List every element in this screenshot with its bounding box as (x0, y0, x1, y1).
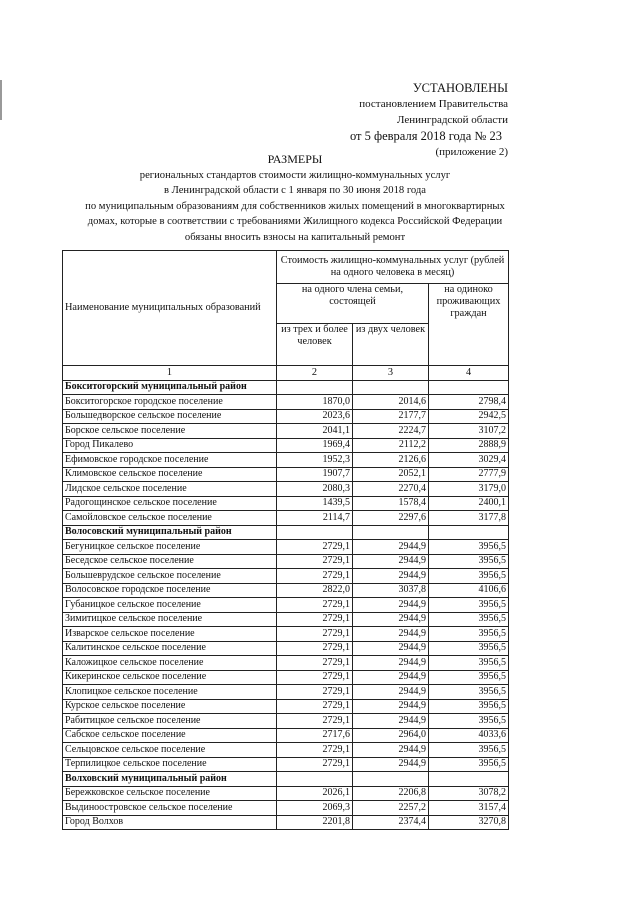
cost-value: 1907,7 (277, 467, 353, 482)
municipality-name: Каложицкое сельское поселение (63, 656, 277, 671)
municipality-name: Город Пикалево (63, 438, 277, 453)
cost-value: 2729,1 (277, 540, 353, 555)
cost-value: 2729,1 (277, 714, 353, 729)
table-row (63, 641, 509, 656)
table-row (63, 801, 509, 816)
cost-value: 3956,5 (429, 685, 509, 700)
cost-value: 2944,9 (353, 569, 429, 584)
cost-value: 2729,1 (277, 656, 353, 671)
cost-value: 1870,0 (277, 395, 353, 410)
municipality-name: Бережковское сельское поселение (63, 786, 277, 801)
table-row (63, 540, 509, 555)
table-row (63, 670, 509, 685)
cost-value: 2944,9 (353, 714, 429, 729)
cost-value: 3956,5 (429, 641, 509, 656)
scan-edge (0, 0, 2, 905)
column-number: 2 (277, 366, 353, 381)
table-row (63, 685, 509, 700)
empty-cell (277, 525, 353, 540)
cost-value: 2729,1 (277, 670, 353, 685)
cost-value: 4033,6 (429, 728, 509, 743)
header-name: Наименование муниципальных образований (63, 251, 277, 366)
cost-value: 2257,2 (353, 801, 429, 816)
empty-cell (277, 380, 353, 395)
table-row (63, 714, 509, 729)
cost-value: 2944,9 (353, 685, 429, 700)
cost-value: 2729,1 (277, 699, 353, 714)
cost-value: 2729,1 (277, 641, 353, 656)
cost-value: 2400,1 (429, 496, 509, 511)
table-row (63, 554, 509, 569)
cost-value: 2729,1 (277, 598, 353, 613)
cost-value: 2729,1 (277, 612, 353, 627)
cost-value: 3956,5 (429, 554, 509, 569)
cost-value: 3078,2 (429, 786, 509, 801)
cost-value: 3270,8 (429, 815, 509, 830)
cost-value: 2942,5 (429, 409, 509, 424)
cost-value: 3179,0 (429, 482, 509, 497)
approval-date: от 5 февраля 2018 года № 23 (349, 129, 502, 143)
table-row (63, 467, 509, 482)
cost-value: 3107,2 (429, 424, 509, 439)
table-row (63, 627, 509, 642)
table-row (63, 583, 509, 598)
approval-block (350, 80, 508, 160)
cost-value: 2944,9 (353, 641, 429, 656)
cost-value: 2944,9 (353, 757, 429, 772)
cost-value: 2023,6 (277, 409, 353, 424)
header-cost: Стоимость жилищно-коммунальных услуг (рублей на одного человека в месяц) (277, 251, 509, 284)
table-row (63, 482, 509, 497)
cost-value: 4106,6 (429, 583, 509, 598)
empty-cell (353, 525, 429, 540)
cost-value: 2944,9 (353, 627, 429, 642)
municipality-name: Сабское сельское поселение (63, 728, 277, 743)
table-row (63, 786, 509, 801)
municipality-name: Сельцовское сельское поселение (63, 743, 277, 758)
approval-line: Ленинградской области (397, 114, 508, 126)
cost-value: 3157,4 (429, 801, 509, 816)
table-row (63, 438, 509, 453)
title-heading: РАЗМЕРЫ (267, 152, 323, 166)
cost-value: 3956,5 (429, 540, 509, 555)
approval-line: постановлением Правительства (359, 98, 508, 110)
municipality-name: Лидское сельское поселение (63, 482, 277, 497)
cost-value: 2944,9 (353, 540, 429, 555)
cost-value: 2270,4 (353, 482, 429, 497)
table-row (63, 569, 509, 584)
cost-value: 3956,5 (429, 612, 509, 627)
section-title: Бокситогорский муниципальный район (63, 380, 277, 395)
empty-cell (353, 380, 429, 395)
cost-value: 2729,1 (277, 569, 353, 584)
header-three-plus: из трех и более человек (277, 324, 353, 366)
cost-value: 3956,5 (429, 699, 509, 714)
municipality-name: Бегуницкое сельское поселение (63, 540, 277, 555)
title-line: региональных стандартов стоимости жилищно-коммунальных услуг (139, 169, 451, 181)
table-row (63, 409, 509, 424)
header-family: на одного члена семьи, состоящей (277, 284, 429, 324)
municipality-name: Борское сельское поселение (63, 424, 277, 439)
cost-value: 2297,6 (353, 511, 429, 526)
cost-value: 3956,5 (429, 656, 509, 671)
cost-value: 2224,7 (353, 424, 429, 439)
title-line: по муниципальным образованиям для собственников жилых помещений в многоквартирных (85, 200, 505, 212)
cost-value: 2888,9 (429, 438, 509, 453)
cost-value: 2964,0 (353, 728, 429, 743)
title-line: домах, которые в соответствии с требованиями Жилищного кодекса Российской Федерации (87, 216, 503, 227)
cost-value: 2126,6 (353, 453, 429, 468)
cost-value: 3956,5 (429, 598, 509, 613)
cost-value: 3956,5 (429, 670, 509, 685)
municipality-name: Большеврудское сельское поселение (63, 569, 277, 584)
cost-value: 3037,8 (353, 583, 429, 598)
cost-value: 2729,1 (277, 757, 353, 772)
cost-value: 1578,4 (353, 496, 429, 511)
cost-value: 3956,5 (429, 743, 509, 758)
cost-value: 2729,1 (277, 743, 353, 758)
empty-cell (277, 772, 353, 787)
section-row (63, 525, 509, 540)
cost-value: 1969,4 (277, 438, 353, 453)
cost-value: 3956,5 (429, 757, 509, 772)
cost-value: 2177,7 (353, 409, 429, 424)
cost-value: 3177,8 (429, 511, 509, 526)
cost-value: 2729,1 (277, 554, 353, 569)
municipality-name: Терпилицкое сельское поселение (63, 757, 277, 772)
municipality-name: Самойловское сельское поселение (63, 511, 277, 526)
cost-value: 1439,5 (277, 496, 353, 511)
table-row (63, 699, 509, 714)
table-row (63, 815, 509, 830)
cost-value: 2041,1 (277, 424, 353, 439)
approval-heading: УСТАНОВЛЕНЫ (412, 81, 508, 95)
table-body (63, 380, 509, 830)
title-line: обязаны вносить взносы на капитальный ремонт (184, 231, 406, 243)
column-number: 3 (353, 366, 429, 381)
cost-value: 2944,9 (353, 670, 429, 685)
empty-cell (429, 380, 509, 395)
municipality-name: Выдиноостровское сельское поселение (63, 801, 277, 816)
section-row (63, 380, 509, 395)
table-row (63, 728, 509, 743)
table-row (63, 612, 509, 627)
cost-value: 2944,9 (353, 656, 429, 671)
cost-value: 2944,9 (353, 554, 429, 569)
standards-table (62, 250, 509, 830)
municipality-name: Бокситогорское городское поселение (63, 395, 277, 410)
table-row (63, 496, 509, 511)
table-row (63, 743, 509, 758)
column-number: 4 (429, 366, 509, 381)
municipality-name: Губаницкое сельское поселение (63, 598, 277, 613)
table-row (63, 598, 509, 613)
header-single: на одиноко проживающих граждан (429, 284, 509, 366)
cost-value: 2112,2 (353, 438, 429, 453)
cost-value: 2052,1 (353, 467, 429, 482)
municipality-name: Большедворское сельское поселение (63, 409, 277, 424)
cost-value: 2206,8 (353, 786, 429, 801)
municipality-name: Город Волхов (63, 815, 277, 830)
header-two: из двух человек (353, 324, 429, 366)
empty-cell (429, 772, 509, 787)
cost-value: 3029,4 (429, 453, 509, 468)
cost-value: 2026,1 (277, 786, 353, 801)
municipality-name: Рабитицкое сельское поселение (63, 714, 277, 729)
table-row (63, 511, 509, 526)
cost-value: 2729,1 (277, 685, 353, 700)
municipality-name: Климовское сельское поселение (63, 467, 277, 482)
cost-value: 1952,3 (277, 453, 353, 468)
cost-value: 2374,4 (353, 815, 429, 830)
cost-value: 2014,6 (353, 395, 429, 410)
cost-value: 2944,9 (353, 612, 429, 627)
cost-value: 2822,0 (277, 583, 353, 598)
section-row (63, 772, 509, 787)
section-title: Волховский муниципальный район (63, 772, 277, 787)
column-number: 1 (63, 366, 277, 381)
municipality-name: Курское сельское поселение (63, 699, 277, 714)
cost-value: 2944,9 (353, 699, 429, 714)
cost-value: 3956,5 (429, 569, 509, 584)
cost-value: 2201,8 (277, 815, 353, 830)
document-title (60, 152, 530, 245)
section-title: Волосовский муниципальный район (63, 525, 277, 540)
cost-value: 3956,5 (429, 627, 509, 642)
municipality-name: Калитинское сельское поселение (63, 641, 277, 656)
municipality-name: Волосовское городское поселение (63, 583, 277, 598)
municipality-name: Клопицкое сельское поселение (63, 685, 277, 700)
cost-value: 2729,1 (277, 627, 353, 642)
cost-value: 2069,3 (277, 801, 353, 816)
municipality-name: Радогощинское сельское поселение (63, 496, 277, 511)
cost-value: 2717,6 (277, 728, 353, 743)
cost-value: 2798,4 (429, 395, 509, 410)
cost-value: 2944,9 (353, 743, 429, 758)
municipality-name: Зимитицкое сельское поселение (63, 612, 277, 627)
municipality-name: Изварское сельское поселение (63, 627, 277, 642)
title-line: в Ленинградской области с 1 января по 30 июня 2018 года (163, 185, 427, 196)
municipality-name: Кикеринское сельское поселение (63, 670, 277, 685)
table-row (63, 424, 509, 439)
municipality-name: Беседское сельское поселение (63, 554, 277, 569)
table-row (63, 453, 509, 468)
table-row (63, 395, 509, 410)
cost-value: 2777,9 (429, 467, 509, 482)
cost-value: 2944,9 (353, 598, 429, 613)
empty-cell (353, 772, 429, 787)
cost-value: 2114,7 (277, 511, 353, 526)
cost-value: 3956,5 (429, 714, 509, 729)
empty-cell (429, 525, 509, 540)
approval-line: (приложение 2) (435, 146, 508, 158)
cost-value: 2080,3 (277, 482, 353, 497)
municipality-name: Ефимовское городское поселение (63, 453, 277, 468)
table-row (63, 656, 509, 671)
table-row (63, 757, 509, 772)
